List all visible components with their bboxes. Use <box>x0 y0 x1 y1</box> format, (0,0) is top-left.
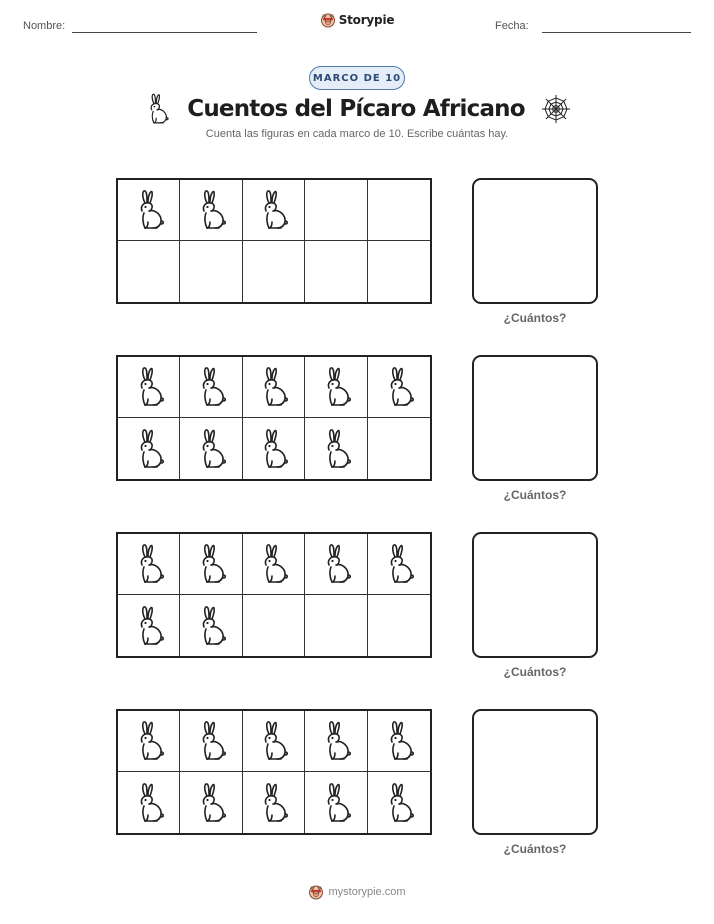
frame-cell <box>243 595 305 656</box>
frame-cell <box>180 534 242 595</box>
rabbit-icon <box>193 427 229 471</box>
rabbit-icon <box>318 781 354 825</box>
rabbit-icon <box>381 719 417 763</box>
rabbit-icon <box>193 781 229 825</box>
rabbit-icon <box>318 719 354 763</box>
rabbit-icon <box>131 604 167 648</box>
rabbit-icon <box>255 542 291 586</box>
date-label: Fecha: <box>495 20 529 32</box>
frame-cell <box>368 772 430 833</box>
frame-cell <box>118 772 180 833</box>
frame-cell <box>368 418 430 479</box>
ten-frame <box>116 178 432 304</box>
rabbit-icon <box>255 719 291 763</box>
frame-cell <box>243 241 305 302</box>
rabbit-icon <box>255 781 291 825</box>
rabbit-icon <box>131 542 167 586</box>
rabbit-icon <box>131 781 167 825</box>
frame-cell <box>118 241 180 302</box>
frame-cell <box>368 711 430 772</box>
frame-cell <box>118 595 180 656</box>
frame-cell <box>305 418 367 479</box>
instructions: Cuenta las figuras en cada marco de 10. Escribe cuántas hay. <box>205 128 509 140</box>
answer-box[interactable] <box>472 532 598 658</box>
frame-cell <box>305 180 367 241</box>
frame-cell <box>180 241 242 302</box>
date-write-line[interactable] <box>542 32 691 33</box>
rabbit-icon <box>131 188 167 232</box>
frame-cell <box>118 180 180 241</box>
rabbit-icon <box>131 427 167 471</box>
title-row <box>0 90 714 128</box>
page-title: Cuentos del Pícaro Africano <box>187 96 525 122</box>
rabbit-icon <box>255 427 291 471</box>
frame-cell <box>180 418 242 479</box>
frame-cell <box>305 357 367 418</box>
rabbit-icon <box>318 365 354 409</box>
rabbit-icon <box>193 719 229 763</box>
frame-cell <box>180 711 242 772</box>
frame-cell <box>180 595 242 656</box>
rabbit-icon <box>143 92 171 126</box>
rabbit-icon <box>131 365 167 409</box>
frame-cell <box>368 241 430 302</box>
frame-cell <box>305 595 367 656</box>
rabbit-icon <box>193 542 229 586</box>
name-write-line[interactable] <box>72 32 257 33</box>
rabbit-icon <box>193 604 229 648</box>
frame-cell <box>368 180 430 241</box>
spider-web-icon <box>541 94 571 124</box>
answer-label: ¿Cuántos? <box>503 665 567 679</box>
frame-cell <box>180 357 242 418</box>
frame-cell <box>118 418 180 479</box>
activity-badge: MARCO DE 10 <box>309 66 405 90</box>
frame-cell <box>305 534 367 595</box>
name-label: Nombre: <box>23 20 66 32</box>
rabbit-icon <box>193 365 229 409</box>
rabbit-icon <box>193 188 229 232</box>
rabbit-icon <box>381 365 417 409</box>
answer-label: ¿Cuántos? <box>503 488 567 502</box>
frame-cell <box>243 772 305 833</box>
rabbit-icon <box>381 542 417 586</box>
frame-cell <box>305 772 367 833</box>
pig-face-icon <box>320 12 336 28</box>
frame-cell <box>180 180 242 241</box>
frame-cell <box>118 711 180 772</box>
ten-frame <box>116 532 432 658</box>
answer-box[interactable] <box>472 709 598 835</box>
brand-name: Storypie <box>338 13 395 27</box>
frame-cell <box>243 357 305 418</box>
rabbit-icon <box>381 781 417 825</box>
answer-label: ¿Cuántos? <box>503 842 567 856</box>
rabbit-icon <box>255 188 291 232</box>
ten-frame <box>116 355 432 481</box>
ten-frame <box>116 709 432 835</box>
rabbit-icon <box>131 719 167 763</box>
frame-cell <box>243 418 305 479</box>
rabbit-icon <box>255 365 291 409</box>
rabbit-icon <box>318 542 354 586</box>
answer-box[interactable] <box>472 355 598 481</box>
frame-cell <box>368 595 430 656</box>
answer-box[interactable] <box>472 178 598 304</box>
frame-cell <box>118 534 180 595</box>
frame-cell <box>305 241 367 302</box>
frame-cell <box>368 357 430 418</box>
frame-cell <box>368 534 430 595</box>
answer-label: ¿Cuántos? <box>503 311 567 325</box>
pig-face-icon <box>308 884 324 900</box>
frame-cell <box>180 772 242 833</box>
brand-logo <box>0 12 714 28</box>
footer <box>0 884 714 900</box>
frame-cell <box>305 711 367 772</box>
footer-url: mystorypie.com <box>328 886 406 898</box>
frame-cell <box>243 711 305 772</box>
frame-cell <box>243 180 305 241</box>
rabbit-icon <box>318 427 354 471</box>
frame-cell <box>243 534 305 595</box>
frame-cell <box>118 357 180 418</box>
